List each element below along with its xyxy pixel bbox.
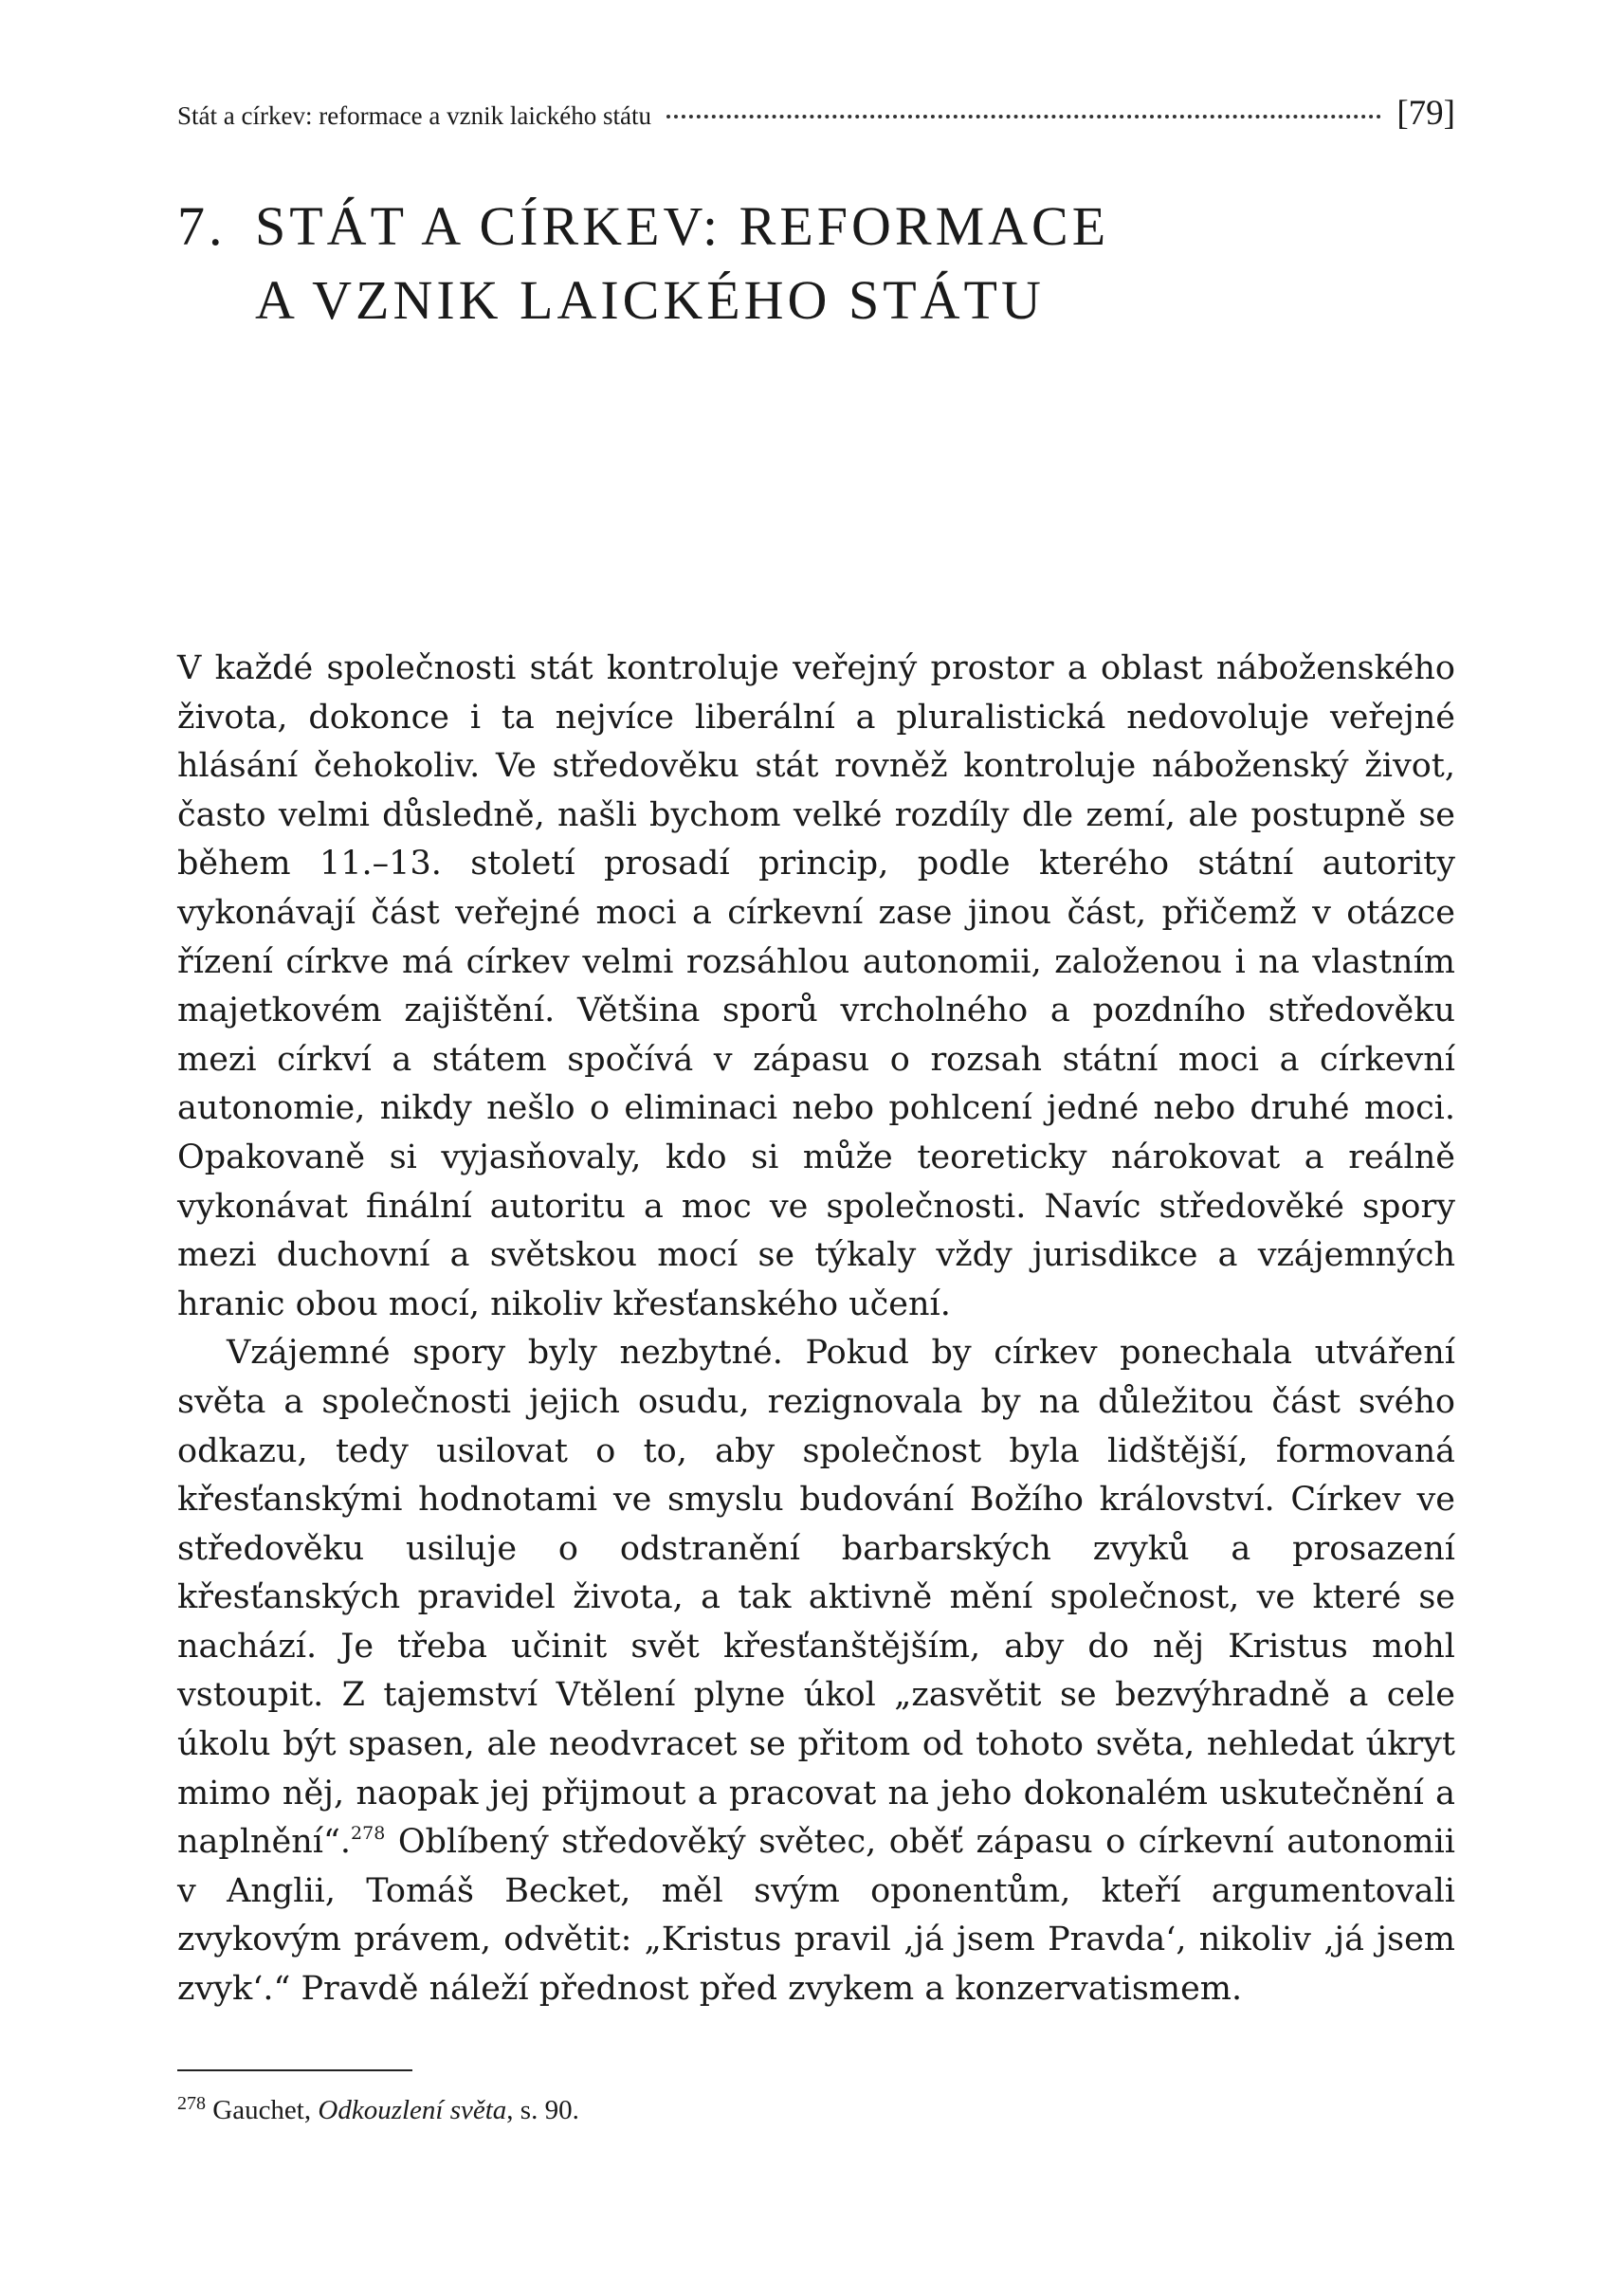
footnote-locator: , s. 90. — [506, 2095, 579, 2125]
paragraph-1: V každé společnosti stát kontroluje veřejný prostor a oblast náboženského života, dokonce i ta nejvíce liberální a pluralistická nedovoluje veřejné hlásání čehokoliv. Ve středověku stát rovněž kontroluje náboženský život, často velmi důsledně, našli bychom velké rozdíly dle zemí, ale postupně se během 11.–13. století prosadí princip, podle kterého státní autority vykonávají část veřejné moci a církevní zase jinou část, přičemž v otázce řízení církve má církev velmi rozsáhlou autonomii, založenou i na vlastním majetkovém zajištění. Většina sporů vrcholného a pozdního středověku mezi církví a státem spočívá v zápasu o rozsah státní moci a církevní autonomie, nikdy nešlo o eliminaci nebo pohlcení jedné nebo druhé moci. Opakovaně si vyjasňovaly, kdo si může teoreticky nárokovat a reálně vykonávat finální autoritu a moc ve společnosti. Navíc středověké spory mezi duchovní a světskou mocí se týkaly vždy jurisdikce a vzájemných hranic obou mocí, nikoliv křesťanského učení. — [177, 649, 1455, 1323]
chapter-heading — [177, 190, 1455, 337]
footnote-author: Gauchet, — [206, 2095, 319, 2125]
running-head — [177, 93, 1455, 146]
footnote — [177, 2091, 1455, 2129]
body-text — [177, 645, 1455, 2014]
chapter-title-line-2: A VZNIK LAICKÉHO STÁTU — [255, 269, 1045, 331]
paragraph-2-part-1: Vzájemné spory byly nezbytné. Pokud by církev ponechala utváření světa a společnosti jejich osudu, rezignovala by na důležitou část svého odkazu, tedy usilovat o to, aby společnost byla lidštější, formovaná křesťanskými hodnotami ve smyslu budování Božího království. Církev ve středověku usiluje o odstranění barbarských zvyků a prosazení křesťanských pravidel života, a tak aktivně mění společnost, ve které se nachází. Je třeba učinit svět křesťanštějším, aby do něj Kristus mohl vstoupit. Z tajemství Vtělení plyne úkol „zasvětit se bezvýhradně a cele úkolu být spasen, ale neodvracet se přitom od tohoto světa, nehledat úkryt mimo něj, naopak jej přijmout a pracovat na jeho dokonalém uskutečnění a naplnění“. — [177, 1334, 1455, 1862]
footnote-separator — [177, 2069, 412, 2071]
dot-leader — [666, 115, 1381, 118]
footnote-reference[interactable]: 278 — [351, 1823, 386, 1845]
paragraph-2-part-2: Oblíbený středověký světec, oběť zápasu o církevní autonomii v Anglii, Tomáš Becket, měl svým oponentům, kteří argumentovali zvykovým právem, odvětit: „Kristus pravil ‚já jsem Pravda‘, nikoliv ‚já jsem zvyk‘.“ Pravdě náleží přednost před zvykem a konzervatismem. — [177, 1823, 1455, 2009]
page-number: [79] — [1396, 94, 1455, 133]
chapter-number: 7. — [177, 195, 227, 257]
paragraph-2 — [177, 1329, 1455, 2013]
running-head-title: Stát a církev: reformace a vznik laického státu — [177, 101, 652, 130]
footnote-number: 278 — [177, 2093, 206, 2114]
chapter-title-line-1: STÁT A CÍRKEV: REFORMACE — [255, 195, 1110, 257]
footnote-work-title: Odkouzlení světa — [318, 2095, 507, 2125]
